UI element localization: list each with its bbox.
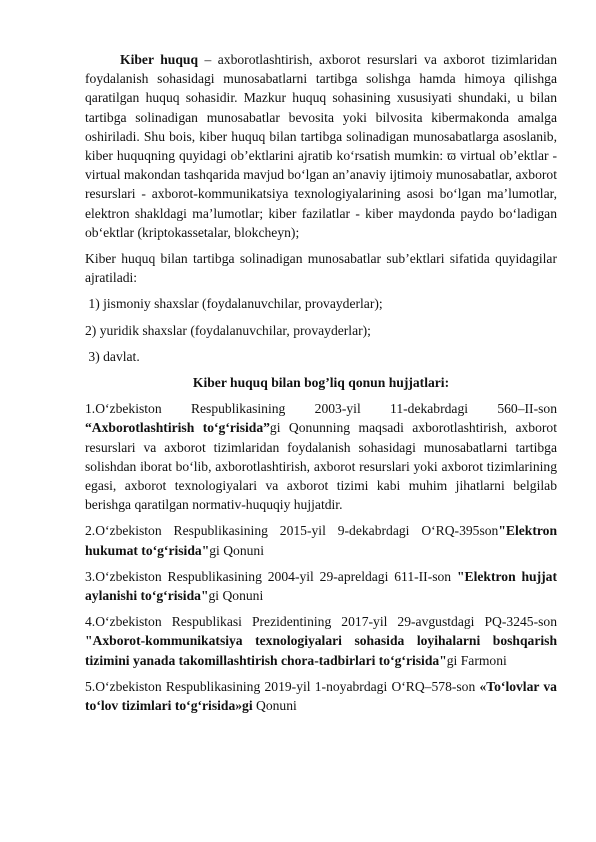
- law-item: 2.O‘zbekiston Respublikasining 2015-yil 9-dekabrdagi O‘RQ-395son"Elektron hukumat to‘g‘risida"gi Qonuni: [85, 523, 557, 558]
- intro-term: Kiber huquq: [120, 52, 199, 67]
- laws-heading: Kiber huquq bilan bog’liq qonun hujjatlari:: [192, 375, 450, 391]
- subject-item: 1) jismoniy shaxslar (foydalanuvchilar, provayderlar);: [85, 296, 383, 312]
- document-page: [85, 50, 557, 715]
- law-item: 3.O‘zbekiston Respublikasining 2004-yil 29-apreldagi 611-II-son "Elektron hujjat aylanishi to‘g‘risida"gi Qonuni: [85, 568, 557, 604]
- law-item: 1.O‘zbekiston Respublikasining 2003-yil 11-dekabrdagi 560–II-son “Axborotlashtirish to‘g‘risida”gi Qonunning maqsadi axborotlashtirish, axborot resurslari va axborot tizimlaridan foydalanish sohasidagi munosabatlarni tartibga solishdan iborat bo‘lib, axborotlashtirish, axborot resurslari yoki axborot tizimlarining egasi, axborot texnologiyalari va axborot tizimi kabi muhim jihatlarni belgilab berishga qaratilgan normativ-huquqiy hujjatdir.: [85, 401, 558, 513]
- subjects-intro: Kiber huquq bilan tartibga solinadigan munosabatlar sub’ektlari sifatida quyidagilar ajratiladi:: [85, 251, 557, 286]
- intro-paragraph: [85, 50, 557, 242]
- law-item: 4.O‘zbekiston Respublikasi Prezidentining 2017-yil 29-avgustdagi PQ-3245-son "Axborot-kommunikatsiya texnologiyalari sohasida loyihalarni boshqarish tizimini yanada takomillashtirish chora-tadbirlari to‘g‘risida"gi Farmoni: [85, 614, 557, 668]
- subject-item: 3) davlat.: [85, 348, 140, 364]
- intro-text: – axborotlashtirish, axborot resurslari va axborot tizimlaridan foydalanish sohasidagi munosabatlarni tartibga solishga hamda himoya qilishga qaratilgan huquq sohasidir. Mazkur huquq sohasining xususiyati shundaki, u bilan tartibga solinadigan munosabatlar bevosita yoki bilvosita kibermakonda amalga oshiriladi. Shu bois, kiber huquq bilan tartibga solinadigan munosabatlarga asoslanib, kiber huquqning quyidagi ob’ektlarini ajratib ko‘rsatish mumkin: ϖ virtual ob’ektlar - virtual makondan tashqarida mavjud bo‘lgan an’anaviy ijtimoiy munosabatlar, axborot resurslari - axborot-kommunikatsiya texnologiyalarining asosi bo‘lgan ma’lumotlar, elektron shakldagi ma’lumotlar; kiber fazilatlar - kiber maydonda paydo bo‘ladigan ob‘ektlar (kriptokassetalar, blokcheyn);: [85, 52, 557, 240]
- subject-item: 2) yuridik shaxslar (foydalanuvchilar, provayderlar);: [85, 322, 371, 338]
- law-item: 5.O‘zbekiston Respublikasining 2019-yil 1-noyabrdagi O‘RQ–578-son «To‘lovlar va to‘lov tizimlari to‘g‘risida»gi Qonuni: [85, 678, 557, 714]
